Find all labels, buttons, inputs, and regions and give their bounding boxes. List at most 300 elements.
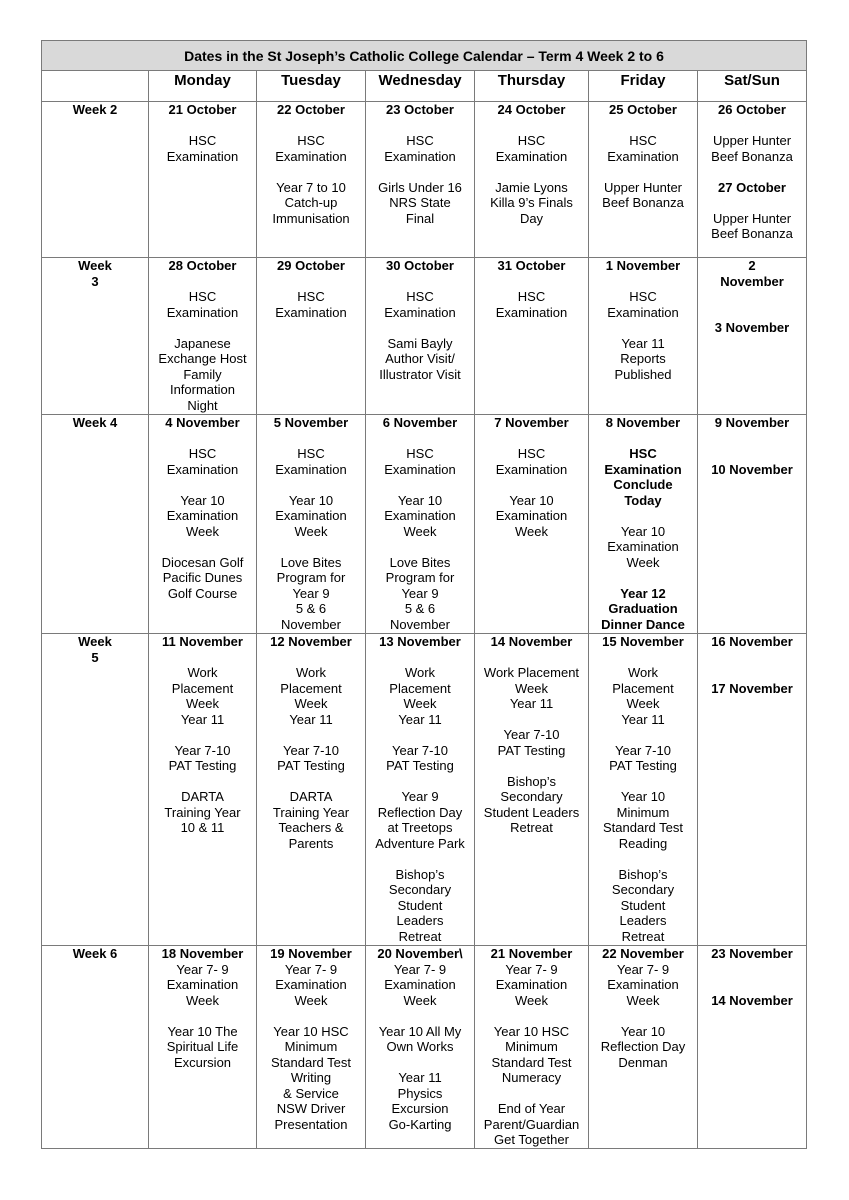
event-line: Program for: [385, 570, 455, 585]
event-line: Night: [187, 397, 218, 413]
event-line: & Service: [283, 1085, 339, 1101]
week-label: 5: [91, 649, 99, 665]
date-label: 8 November: [605, 415, 681, 430]
event-line: Standard Test: [603, 820, 683, 835]
event-line: [591, 274, 695, 290]
event-line: Week: [626, 696, 660, 711]
event-line: PAT Testing: [168, 758, 237, 773]
date-label: 7 November: [494, 415, 569, 430]
event-line: Examination: [275, 508, 347, 523]
event-line: [259, 727, 363, 743]
event-line: [368, 320, 472, 336]
event-line: HSC: [406, 133, 434, 148]
event-line: [591, 727, 695, 743]
event-line: Secondary: [500, 789, 563, 804]
day-header-friday: Friday: [589, 71, 698, 102]
event-line: Reading: [618, 835, 668, 851]
event-line: [700, 962, 804, 978]
event-line: [700, 665, 804, 681]
event-line: Parent/Guardian: [483, 1116, 580, 1132]
day-cell-tuesday: [257, 258, 366, 415]
event-line: [700, 118, 804, 134]
event-line: Year 10: [620, 1023, 666, 1039]
day-cell-tuesday: [257, 946, 366, 1149]
event-line: Year 10 The: [167, 1023, 238, 1039]
event-line: Week: [186, 992, 219, 1008]
event-line: Examination: [495, 148, 568, 164]
event-line: [259, 774, 363, 790]
week-row: [42, 102, 807, 258]
event-line: [151, 320, 254, 336]
day-cell-tuesday: [257, 634, 366, 946]
event-line: [259, 477, 363, 493]
event-line: Week: [403, 992, 437, 1008]
event-line: Standard Test: [491, 1054, 572, 1070]
event-line: HSC: [629, 289, 657, 304]
event-line: 10 November: [711, 461, 793, 477]
event-line: [368, 431, 472, 447]
event-line: Placement: [389, 680, 451, 696]
day-header-weekend: Sat/Sun: [698, 71, 807, 102]
event-line: Examination: [166, 304, 239, 320]
event-line: [259, 164, 363, 180]
day-cell-thursday: [475, 258, 589, 415]
day-cell-thursday: [475, 102, 589, 258]
event-line: DARTA: [289, 789, 333, 804]
event-line: Day: [519, 210, 544, 226]
event-line: Year 11: [398, 711, 442, 727]
day-cell-friday: [589, 634, 698, 946]
event-line: [151, 650, 254, 666]
event-line: Training Year: [164, 804, 241, 820]
event-line: [700, 446, 804, 462]
event-line: [151, 274, 254, 290]
event-line: [591, 570, 695, 586]
event-line: [591, 851, 695, 867]
event-line: HSC: [629, 446, 657, 461]
event-line: [259, 274, 363, 290]
event-line: [368, 118, 472, 134]
event-line: Year 11: [621, 711, 665, 727]
date-label: 26 October: [718, 102, 786, 117]
event-line: Excursion: [173, 1054, 232, 1070]
event-line: Retreat: [510, 820, 553, 835]
date-label: 14 November: [490, 634, 573, 649]
event-line: Examination: [495, 508, 568, 523]
day-cell-monday: [149, 634, 257, 946]
event-line: [591, 1008, 695, 1024]
event-line: Year 11: [289, 711, 333, 727]
event-line: Upper Hunter: [712, 133, 792, 148]
event-line: Illustrator Visit: [379, 366, 461, 382]
event-line: [477, 1086, 586, 1102]
event-line: Work Placement: [483, 665, 580, 680]
event-line: PAT Testing: [609, 758, 677, 773]
date-label: 9 November: [714, 415, 790, 430]
event-line: [591, 508, 695, 524]
event-line: Dinner Dance: [601, 616, 685, 632]
event-line: at Treetops: [387, 820, 453, 835]
event-line: [591, 164, 695, 180]
day-header-monday: Monday: [149, 71, 257, 102]
event-line: HSC: [517, 446, 546, 461]
event-line: Placement: [612, 680, 674, 696]
event-line: Year 12: [620, 585, 666, 601]
event-line: Year 7-10: [615, 742, 671, 758]
event-line: PAT Testing: [277, 758, 345, 773]
event-line: Year 7- 9: [505, 961, 558, 977]
event-line: Week: [515, 680, 548, 696]
event-line: HSC: [629, 133, 657, 148]
event-line: [151, 1008, 254, 1024]
event-line: [591, 650, 695, 666]
date-label: 5 November: [273, 415, 349, 430]
event-line: [700, 195, 804, 211]
event-line: [700, 289, 804, 305]
event-line: HSC: [297, 133, 325, 148]
day-cell-monday: [149, 415, 257, 634]
event-line: HSC: [188, 289, 217, 304]
event-line: Year 7- 9: [284, 961, 338, 977]
event-line: Immunisation: [272, 210, 350, 226]
event-line: Leaders: [396, 913, 444, 928]
event-line: Standard Test: [271, 1054, 351, 1070]
event-line: Bishop’s: [395, 866, 445, 882]
event-line: Leaders: [619, 913, 667, 928]
event-line: Work: [187, 665, 218, 680]
date-label: 25 October: [609, 102, 677, 117]
event-line: Beef Bonanza: [711, 148, 793, 164]
event-line: [259, 650, 363, 666]
event-line: Killa 9’s Finals: [490, 195, 573, 210]
event-line: Secondary: [611, 882, 675, 897]
event-line: [368, 274, 472, 290]
event-line: Training Year: [272, 804, 350, 820]
event-line: Week: [515, 992, 548, 1008]
date-label: 2: [748, 258, 756, 273]
event-line: HSC: [188, 133, 217, 148]
event-line: [259, 431, 363, 447]
date-label: 16 November: [711, 634, 793, 649]
event-line: Student: [397, 897, 443, 913]
event-line: Year 10: [180, 492, 225, 508]
event-line: Year 7- 9: [176, 961, 229, 977]
event-line: HSC: [517, 289, 546, 304]
event-line: Retreat: [621, 928, 665, 944]
event-line: Writing: [290, 1070, 332, 1085]
event-line: Examination: [166, 148, 239, 164]
event-line: Excursion: [391, 1101, 449, 1116]
event-line: Year 11: [509, 696, 554, 711]
event-line: PAT Testing: [386, 758, 454, 773]
calendar-table: [41, 40, 807, 1149]
event-line: November: [390, 616, 450, 632]
week-row: [42, 415, 807, 634]
event-line: Golf Course: [167, 585, 238, 601]
event-line: Parents: [288, 835, 334, 851]
event-line: [591, 118, 695, 134]
day-cell-tuesday: [257, 102, 366, 258]
date-label: 22 November: [602, 946, 684, 961]
week-label-cell: [42, 258, 149, 415]
event-line: 5 & 6: [404, 601, 436, 616]
event-line: [368, 1055, 472, 1071]
event-line: Retreat: [398, 928, 442, 944]
event-line: Week: [515, 523, 548, 539]
date-label: 11 November: [162, 634, 243, 649]
event-line: [368, 539, 472, 555]
date-label: 12 November: [270, 634, 352, 649]
day-cell-weekend: [698, 415, 807, 634]
event-line: Minimum: [616, 804, 670, 820]
date-label: 18 November: [161, 946, 244, 961]
week-label: Week: [78, 258, 112, 273]
event-line: Examination: [495, 977, 568, 992]
week-label-cell: [42, 415, 149, 634]
day-cell-monday: [149, 258, 257, 415]
event-line: 3 November: [714, 320, 790, 335]
day-cell-wednesday: [366, 946, 475, 1149]
event-line: Love Bites: [389, 554, 451, 570]
day-cell-thursday: [475, 946, 589, 1149]
event-line: Year 7-10: [392, 742, 448, 758]
day-cell-thursday: [475, 415, 589, 634]
event-line: Sami Bayly: [387, 335, 453, 351]
event-line: [368, 727, 472, 743]
event-line: Examination: [607, 148, 679, 164]
event-line: Pacific Dunes: [162, 570, 243, 585]
event-line: Love Bites: [280, 554, 342, 570]
week-label: Week 6: [72, 946, 118, 961]
event-line: [151, 539, 254, 555]
event-line: [477, 431, 586, 447]
event-line: Examination: [384, 148, 456, 164]
date-label: 28 October: [168, 258, 237, 273]
event-line: [477, 758, 586, 774]
event-line: [151, 477, 254, 493]
date-label: 4 November: [165, 415, 240, 430]
event-line: [368, 851, 472, 867]
day-cell-thursday: [475, 634, 589, 946]
week-label: Week 2: [72, 102, 118, 117]
event-line: Year 10 HSC: [273, 1023, 349, 1039]
day-cell-friday: [589, 258, 698, 415]
event-line: [477, 712, 586, 728]
event-line: NSW Driver: [276, 1101, 346, 1116]
day-cell-wednesday: [366, 258, 475, 415]
event-line: Japanese: [174, 335, 231, 351]
date-label: 24 October: [497, 102, 566, 117]
date-label: 19 November: [270, 946, 352, 961]
event-line: Catch-up: [284, 195, 338, 210]
day-cell-wednesday: [366, 102, 475, 258]
event-line: Reports: [620, 351, 666, 366]
event-line: Bishop’s: [618, 866, 668, 882]
event-line: Week: [294, 696, 328, 711]
event-line: Go-Karting: [388, 1116, 452, 1132]
event-line: PAT Testing: [497, 742, 566, 758]
date-label: 31 October: [497, 258, 566, 273]
event-line: Year 10 All My: [378, 1023, 462, 1039]
event-line: Conclude: [613, 477, 673, 492]
event-line: [151, 118, 254, 134]
event-line: Exchange Host: [158, 351, 247, 366]
title-row: [42, 41, 807, 71]
event-line: Spiritual Life: [166, 1039, 239, 1054]
event-line: 14 November: [711, 992, 793, 1008]
event-line: Year 10: [620, 789, 666, 804]
event-line: Examination: [495, 461, 568, 477]
event-line: HSC: [406, 446, 434, 461]
event-line: Numeracy: [501, 1070, 562, 1085]
event-line: Minimum: [284, 1039, 338, 1054]
event-line: Year 10: [620, 523, 666, 539]
day-header-row: [42, 71, 807, 102]
event-line: Examination: [275, 461, 347, 477]
day-cell-friday: [589, 102, 698, 258]
date-label: 22 October: [277, 102, 345, 117]
event-line: November: [281, 616, 341, 632]
event-line: Author Visit/: [385, 351, 455, 366]
event-line: Week: [403, 696, 437, 711]
event-line: [477, 1008, 586, 1024]
event-line: Student: [620, 897, 666, 913]
date-label: 30 October: [386, 258, 454, 273]
event-line: [259, 118, 363, 134]
event-line: Week: [626, 992, 660, 1008]
event-line: Examination: [384, 304, 456, 320]
event-line: Year 7- 9: [616, 961, 670, 977]
week-label-cell: [42, 946, 149, 1149]
event-line: Year 10: [397, 492, 443, 508]
event-line: [477, 164, 586, 180]
event-line: Week: [626, 554, 660, 570]
event-line: [700, 977, 804, 993]
event-line: Year 10: [509, 492, 554, 508]
event-line: [151, 774, 254, 790]
event-line: Examination: [384, 977, 456, 992]
event-line: DARTA: [181, 789, 224, 804]
event-line: Jamie Lyons: [495, 179, 568, 195]
day-cell-monday: [149, 102, 257, 258]
event-line: Examination: [166, 508, 239, 523]
event-line: Week: [186, 523, 219, 539]
event-line: Week: [294, 523, 328, 539]
event-line: Examination: [166, 461, 239, 477]
event-line: Examination: [384, 461, 456, 477]
event-line: HSC: [297, 446, 325, 461]
week-label: Week 4: [72, 415, 118, 430]
week-label: Week: [78, 634, 112, 649]
event-line: Get Together: [494, 1132, 569, 1147]
event-line: Year 11: [621, 335, 665, 351]
event-line: Year 11: [398, 1070, 442, 1085]
event-line: Year 10 HSC: [493, 1023, 570, 1039]
event-line: Upper Hunter: [712, 210, 792, 226]
event-line: Work: [404, 665, 436, 680]
event-line: Examination: [607, 304, 679, 320]
event-line: Week: [294, 992, 328, 1008]
event-line: Placement: [280, 680, 342, 696]
event-line: Year 7-10: [174, 742, 231, 758]
event-line: Teachers &: [278, 820, 344, 835]
day-cell-friday: [589, 946, 698, 1149]
event-line: Work: [627, 665, 659, 680]
day-cell-friday: [589, 415, 698, 634]
week-row: [42, 634, 807, 946]
day-cell-wednesday: [366, 415, 475, 634]
event-line: [368, 164, 472, 180]
event-line: Year 7-10: [503, 727, 560, 742]
event-line: Year 10: [288, 492, 334, 508]
event-line: Placement: [171, 680, 234, 696]
event-line: Year 9: [292, 585, 330, 601]
corner-cell: [42, 71, 149, 102]
event-line: [477, 274, 586, 290]
event-line: Reflection Day: [600, 1039, 686, 1054]
event-line: Presentation: [274, 1116, 348, 1132]
event-line: Diocesan Golf: [161, 554, 244, 570]
event-line: Year 7 to 10: [276, 179, 346, 195]
event-line: Physics: [397, 1085, 443, 1101]
day-header-wednesday: Wednesday: [366, 71, 475, 102]
event-line: NRS State: [389, 195, 451, 210]
event-line: Year 11: [180, 711, 225, 727]
event-line: Secondary: [388, 882, 452, 897]
event-line: Examination: [166, 977, 239, 992]
week-row: [42, 258, 807, 415]
event-line: Examination: [275, 977, 347, 992]
event-line: Student Leaders: [483, 804, 580, 820]
event-line: 27 October: [718, 179, 786, 195]
event-line: Family: [183, 366, 222, 382]
week-row: [42, 946, 807, 1149]
date-label: 21 November: [490, 946, 573, 961]
event-line: [368, 477, 472, 493]
day-cell-tuesday: [257, 415, 366, 634]
event-line: Year 9: [401, 789, 439, 804]
event-line: Examination: [607, 977, 679, 992]
event-line: [477, 477, 586, 493]
event-line: [700, 164, 804, 180]
event-line: Minimum: [505, 1039, 558, 1054]
date-label: 1 November: [605, 258, 681, 273]
event-line: Own Works: [386, 1039, 454, 1054]
date-label: 13 November: [379, 634, 461, 649]
event-line: 10 & 11: [180, 820, 225, 835]
day-cell-wednesday: [366, 634, 475, 946]
event-line: Girls Under 16: [378, 179, 462, 195]
event-line: Year 7-10: [283, 742, 339, 758]
event-line: [591, 774, 695, 790]
week-label: 3: [91, 273, 99, 289]
event-line: HSC: [297, 289, 325, 304]
event-line: [591, 431, 695, 447]
event-line: Information: [169, 382, 236, 397]
event-line: Examination: [495, 304, 568, 320]
day-header-tuesday: Tuesday: [257, 71, 366, 102]
date-label: 23 October: [386, 102, 454, 117]
event-line: HSC: [188, 446, 217, 461]
event-line: Week: [186, 696, 219, 711]
event-line: Denman: [618, 1054, 668, 1070]
day-cell-monday: [149, 946, 257, 1149]
event-line: Program for: [276, 570, 346, 585]
event-line: [151, 431, 254, 447]
event-line: [700, 305, 804, 321]
event-line: Week: [403, 523, 437, 539]
event-line: Today: [624, 492, 662, 508]
